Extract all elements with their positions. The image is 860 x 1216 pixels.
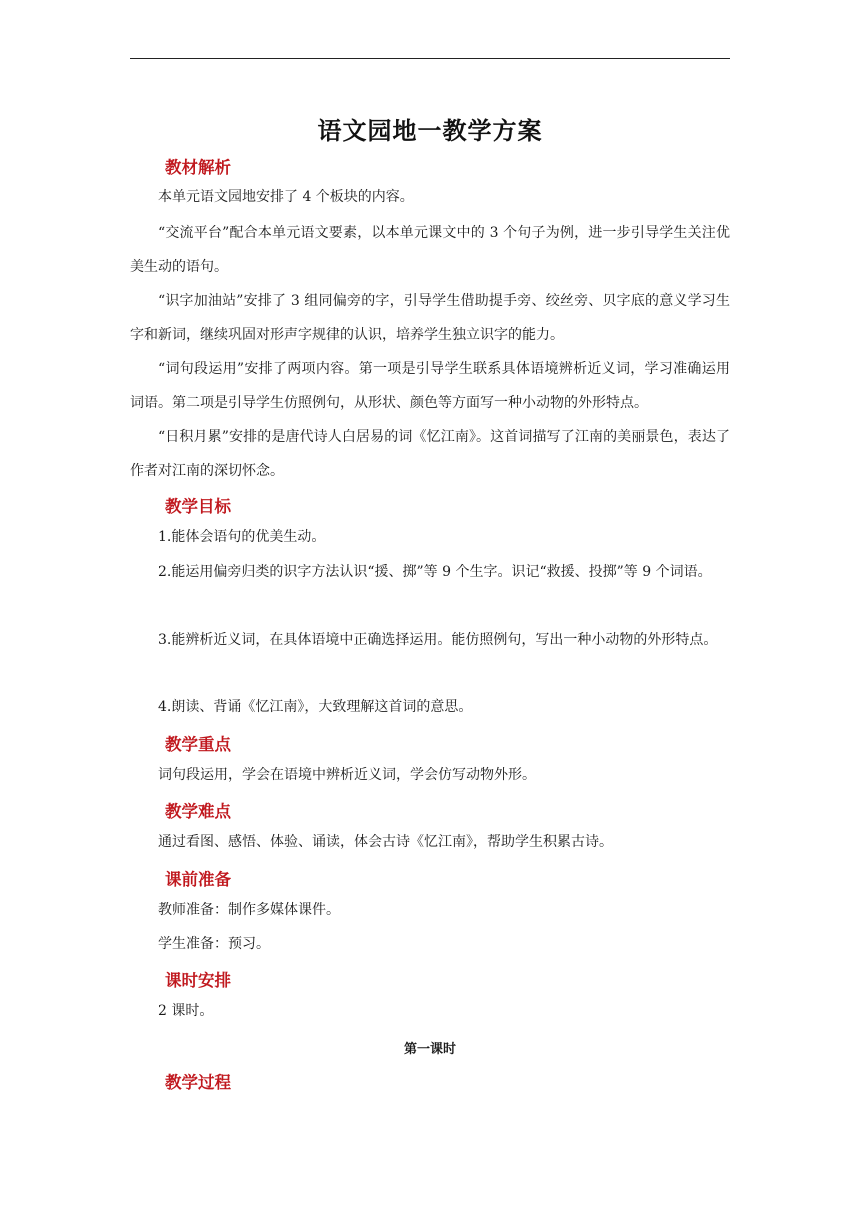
analysis-paragraph: “词句段运用”安排了两项内容。第一项是引导学生联系具体语境辨析近义词，学习准确运用词语。第二项是引导学生仿照例句，从形状、颜色等方面写一种小动物的外形特点。	[130, 361, 730, 411]
analysis-paragraph: “日积月累”安排的是唐代诗人白居易的词《忆江南》。这首词描写了江南的美丽景色，表达了作者对江南的深切怀念。	[130, 429, 730, 479]
lesson-label: 第一课时	[403, 1042, 456, 1057]
section-heading-analysis: 教材解析	[165, 158, 231, 177]
key-points-text: 词句段运用，学会在语境中辨析近义词，学会仿写动物外形。	[158, 767, 536, 783]
section-heading-goals: 教学目标	[165, 497, 231, 516]
section-heading-key-points: 教学重点	[165, 735, 231, 754]
analysis-paragraph: “交流平台”配合本单元语文要素，以本单元课文中的 3 个句子为例，进一步引导学生关注优美生动的语句。	[130, 225, 730, 275]
section-heading-difficulties: 教学难点	[165, 802, 231, 821]
schedule-text: 2 课时。	[158, 1003, 214, 1019]
preparation-item: 教师准备：制作多媒体课件。	[158, 902, 340, 918]
header-rule	[130, 58, 730, 59]
analysis-paragraph: 本单元语文园地安排了 4 个板块的内容。	[158, 189, 414, 205]
goal-item: 4.朗读、背诵《忆江南》，大致理解这首词的意思。	[158, 699, 473, 715]
section-heading-schedule: 课时安排	[165, 971, 231, 990]
goal-item: 2.能运用偏旁归类的识字方法认识“援、掷”等 9 个生字。识记“救援、投掷”等 9 个词语。	[158, 564, 712, 580]
goal-item: 3.能辨析近义词，在具体语境中正确选择运用。能仿照例句，写出一种小动物的外形特点。	[158, 632, 718, 648]
difficulties-text: 通过看图、感悟、体验、诵读，体会古诗《忆江南》，帮助学生积累古诗。	[158, 834, 613, 850]
section-heading-preparation: 课前准备	[165, 870, 231, 889]
page-title: 语文园地一教学方案	[317, 116, 543, 145]
preparation-item: 学生准备：预习。	[158, 936, 270, 952]
analysis-paragraph: “识字加油站”安排了 3 组同偏旁的字，引导学生借助提手旁、绞丝旁、贝字底的意义学习生字和新词，继续巩固对形声字规律的认识，培养学生独立识字的能力。	[130, 293, 730, 343]
goal-item: 1.能体会语句的优美生动。	[158, 529, 326, 545]
section-heading-process: 教学过程	[165, 1073, 231, 1092]
